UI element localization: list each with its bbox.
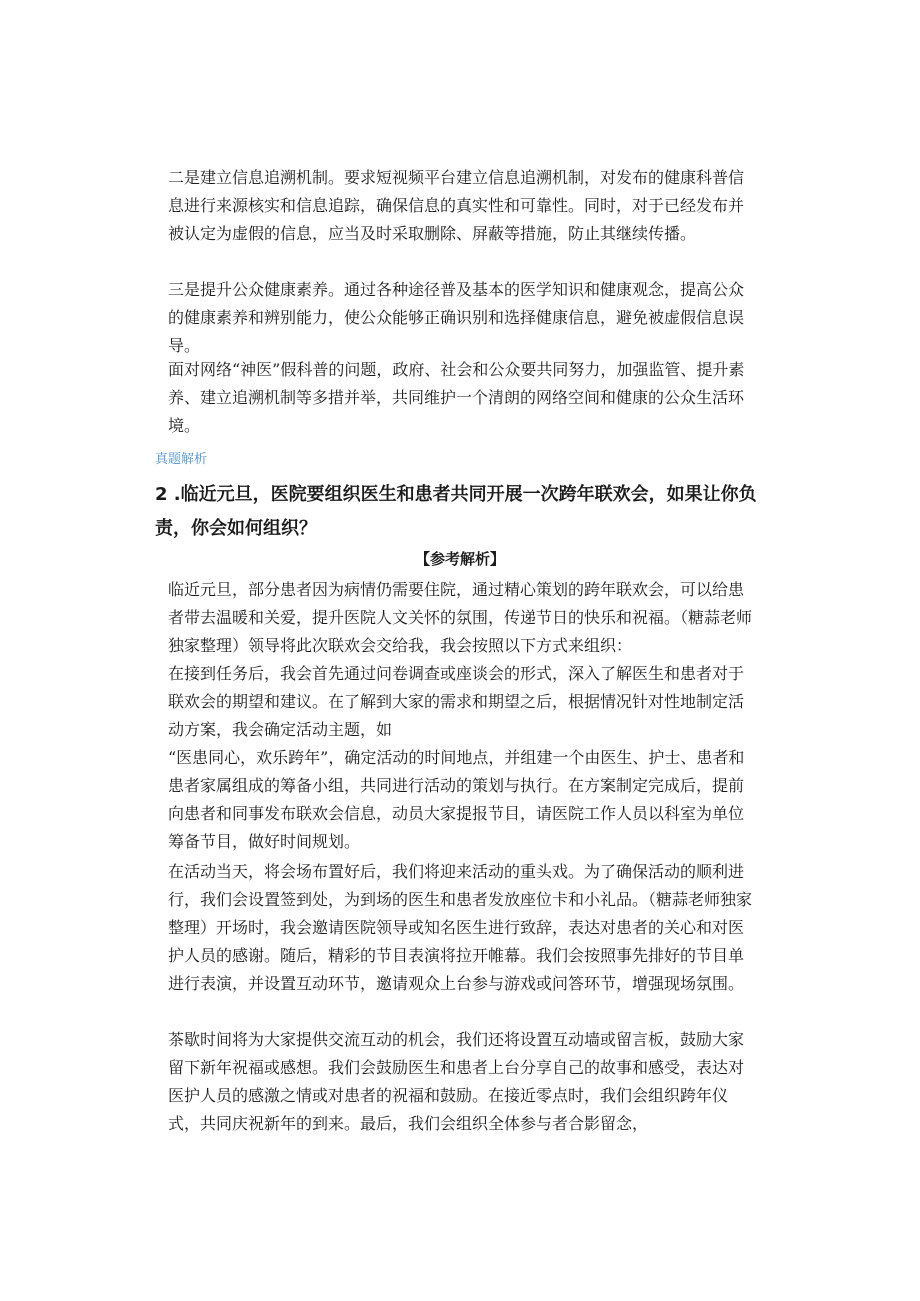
answer-paragraph-preparation: 在接到任务后，我会首先通过问卷调查或座谈会的形式，深入了解医生和患者对于联欢会的期望和建议。在了解到大家的需求和期望之后，根据情况针对性地制定活动方案，我会确定活动主题，如 bbox=[168, 664, 745, 739]
answer-paragraph-intro: 临近元旦，部分患者因为病情仍需要住院，通过精心策划的跨年联欢会，可以给患者带去温暖和关爱，提升医院人文关怀的氛围，传递节日的快乐和祝福。（糖蒜老师独家整理）领导将此次联欢会交给我，我会按照以下方式来组织： bbox=[168, 580, 753, 655]
answer-title: 【参考解析】 bbox=[414, 550, 505, 568]
paragraph-conclusion: 面对网络“神医”假科普的问题，政府、社会和公众要共同努力，加强监管、提升素养、建立追溯机制等多措并举，共同维护一个清朗的网络空间和健康的公众生活环境。 bbox=[168, 360, 745, 435]
answer-paragraph-theme: “医患同心，欢乐跨年”，确定活动的时间地点，并组建一个由医生、护士、患者和患者家属组成的筹备小组，共同进行活动的策划与执行。在方案制定完成后，提前向患者和同事发布联欢会信息，动员大家提报节目，请医院工作人员以科室为单位筹备节目，做好时间规划。 bbox=[168, 748, 745, 851]
paragraph-traceability: 二是建立信息追溯机制。要求短视频平台建立信息追溯机制，对发布的健康科普信息进行来源核实和信息追踪，确保信息的真实性和可靠性。同时，对于已经发布并被认定为虚假的信息，应当及时采取删除、屏蔽等措施，防止其继续传播。 bbox=[168, 168, 745, 243]
question-heading: 2 .临近元旦，医院要组织医生和患者共同开展一次跨年联欢会，如果让你负责，你会如何组织？ bbox=[155, 484, 757, 539]
section-tag: 真题解析 bbox=[155, 452, 208, 467]
answer-paragraph-tea-break: 茶歇时间将为大家提供交流互动的机会，我们还将设置互动墙或留言板，鼓励大家留下新年祝福或感想。我们会鼓励医生和患者上台分享自己的故事和感受，表达对医护人员的感激之情或对患者的祝福和鼓励。在接近零点时，我们会组织跨年仪式，共同庆祝新年的到来。最后，我们会组织全体参与者合影留念， bbox=[168, 1030, 745, 1133]
paragraph-health-literacy: 三是提升公众健康素养。通过各种途径普及基本的医学知识和健康观念，提高公众的健康素养和辨别能力，使公众能够正确识别和选择健康信息，避免被虚假信息误导。 bbox=[168, 280, 745, 355]
answer-paragraph-event-day: 在活动当天，将会场布置好后，我们将迎来活动的重头戏。为了确保活动的顺利进行，我们会设置签到处，为到场的医生和患者发放座位卡和小礼品。（糖蒜老师独家整理）开场时，我会邀请医院领导或知名医生进行致辞，表达对患者的关心和对医护人员的感谢。随后，精彩的节目表演将拉开帷幕。我们会按照事先排好的节目单进行表演，并设置互动环节，邀请观众上台参与游戏或问答环节，增强现场氛围。 bbox=[168, 862, 753, 993]
